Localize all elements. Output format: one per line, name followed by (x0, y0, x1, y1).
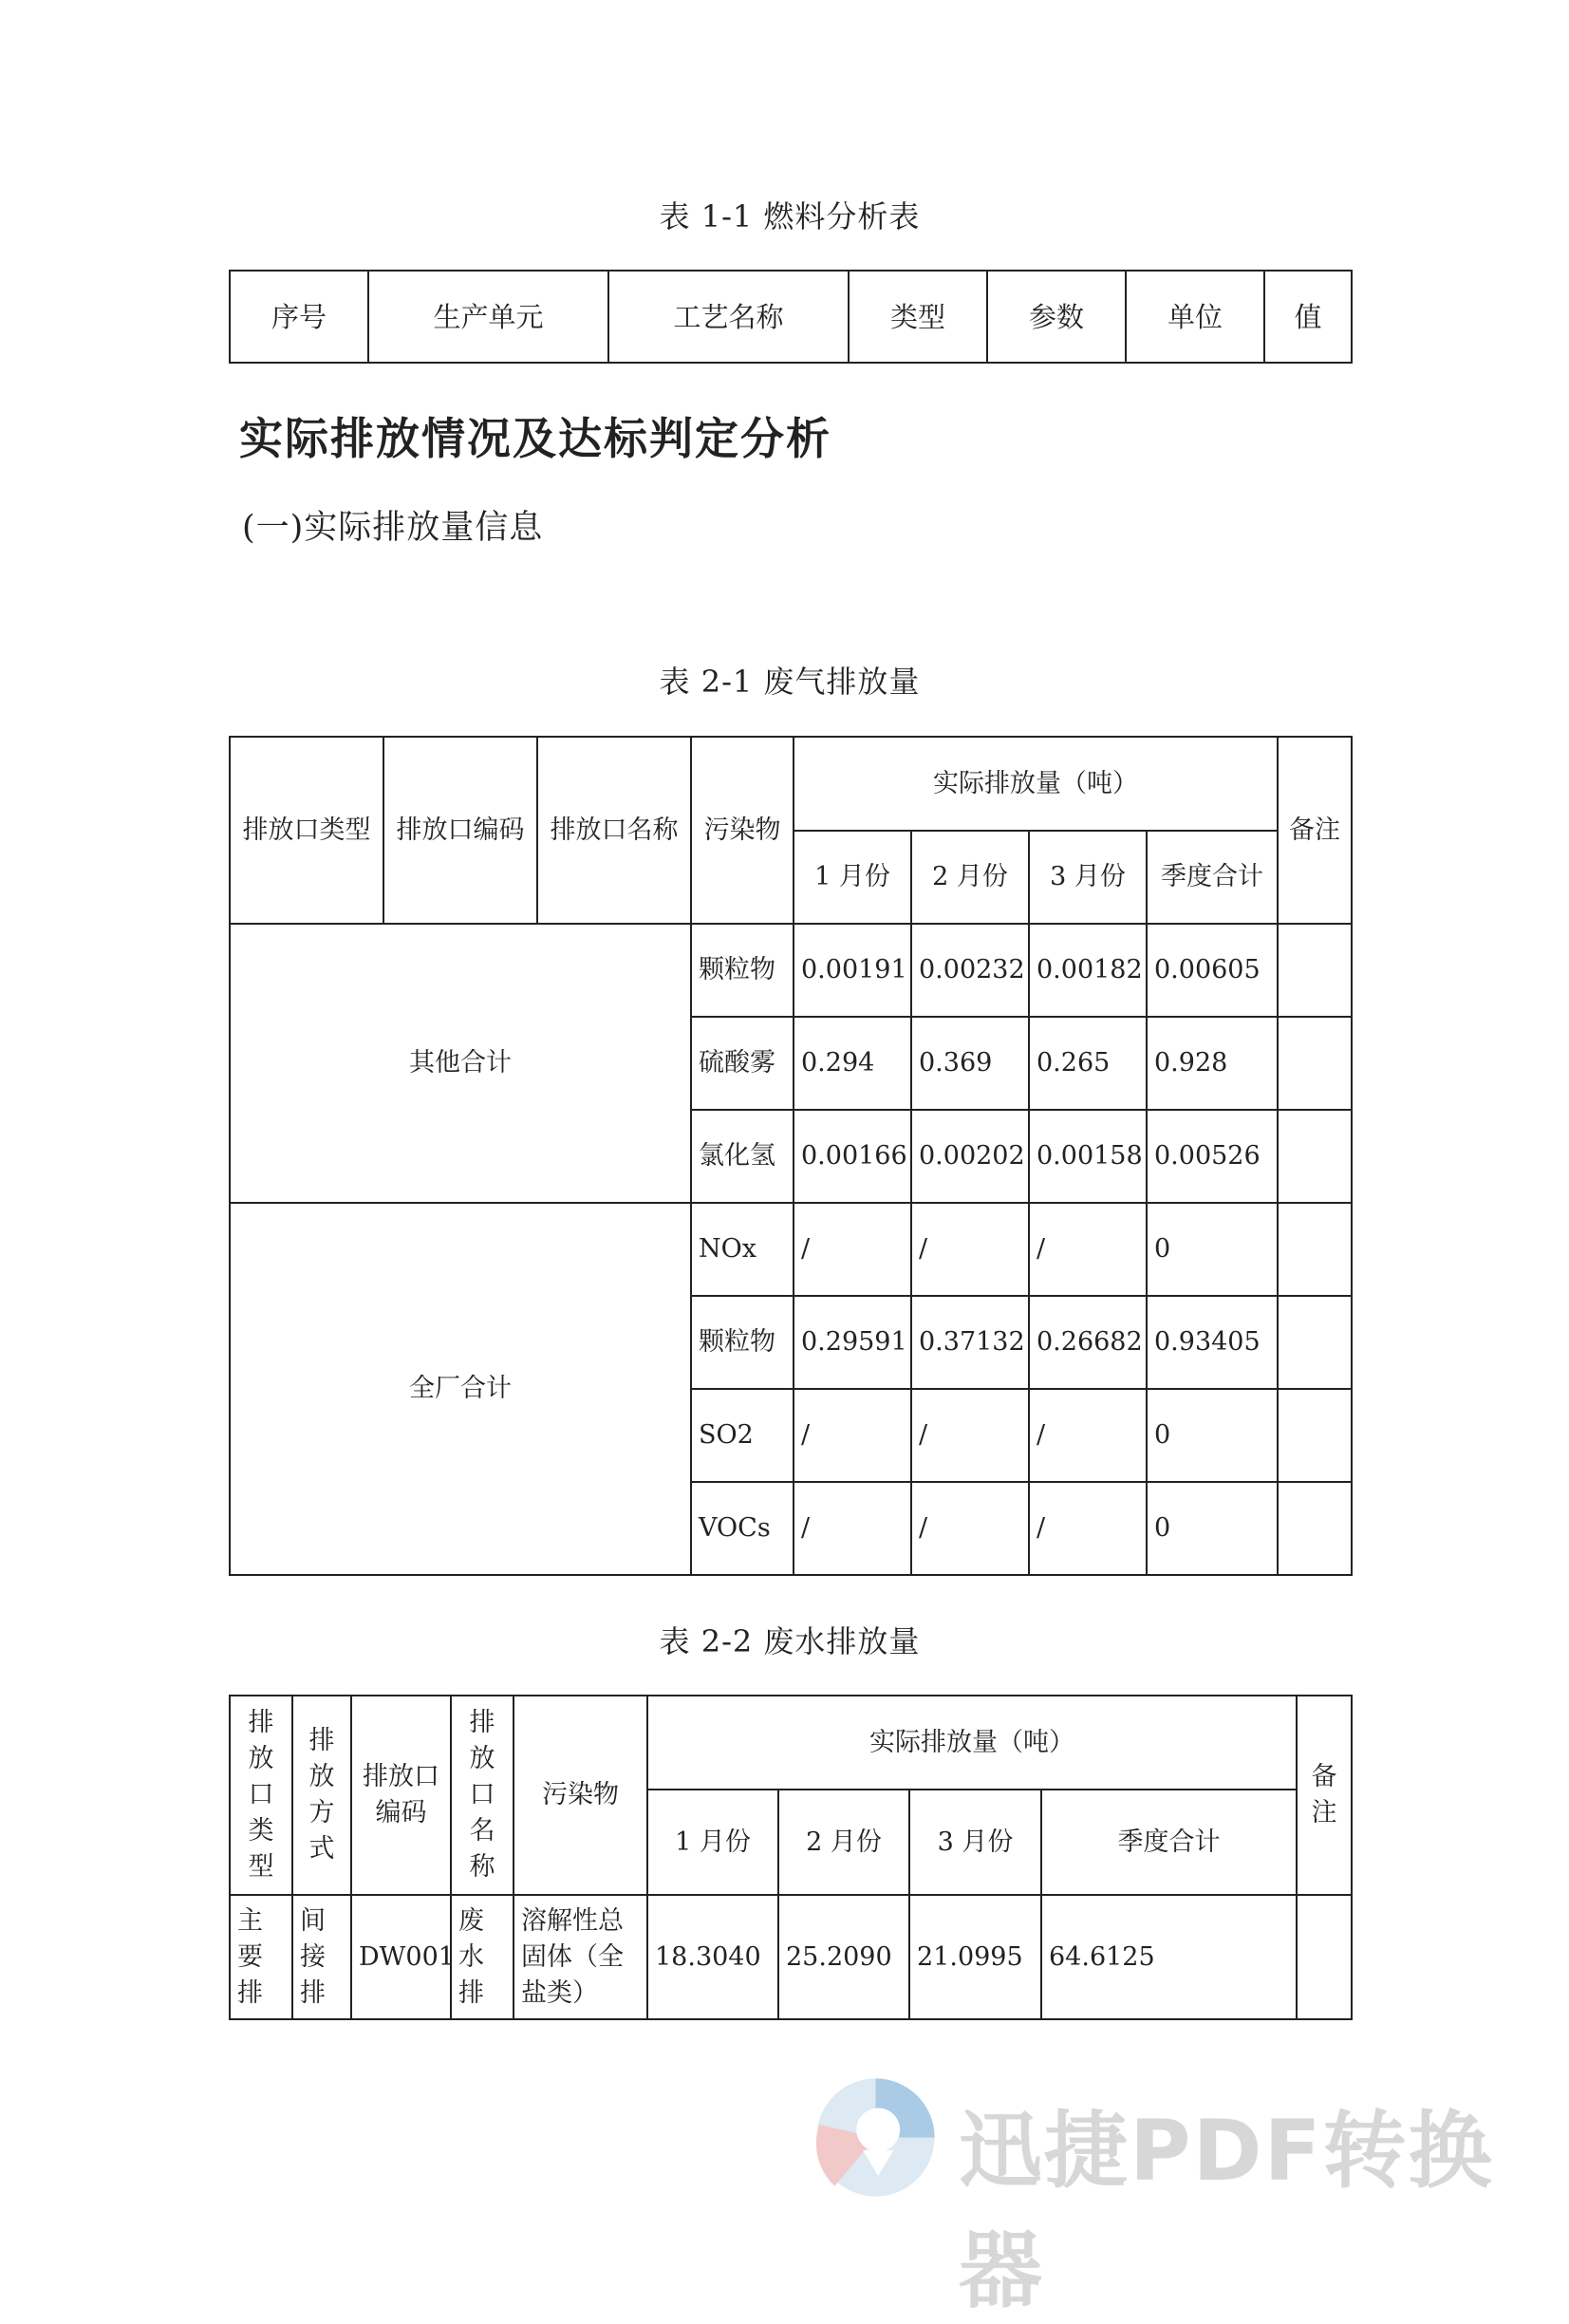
pollutant-cell: 颗粒物 (691, 1296, 794, 1389)
note-cell (1297, 1895, 1352, 2019)
value-cell: 64.6125 (1041, 1895, 1297, 2019)
subsection-heading: (一)实际排放量信息 (242, 509, 544, 547)
note-cell (1278, 1389, 1352, 1482)
value-cell: 0.00191 (794, 924, 911, 1017)
note-cell (1278, 1296, 1352, 1389)
outlet-code-cell: DW001 (351, 1895, 451, 2019)
table-row (230, 924, 1352, 1017)
note-cell (1278, 1203, 1352, 1296)
value-cell: / (911, 1482, 1029, 1575)
value-cell: 18.3040 (647, 1895, 778, 2019)
table3-caption: 表 2-2 废水排放量 (659, 1623, 921, 1659)
note-cell (1278, 1482, 1352, 1575)
note-cell (1278, 924, 1352, 1017)
header-month-3: 3 月份 (1029, 831, 1147, 924)
waste-gas-table (229, 736, 1353, 1576)
header-outlet-code: 排放口编码 (383, 737, 537, 924)
value-cell: 0.00526 (1147, 1110, 1278, 1203)
value-cell: / (911, 1389, 1029, 1482)
value-cell: / (1029, 1482, 1147, 1575)
header-month-2: 2 月份 (778, 1790, 909, 1895)
header-outlet-type: 排放口类型 (230, 737, 383, 924)
value-cell: 0.294 (794, 1017, 911, 1110)
header-value: 值 (1264, 271, 1352, 363)
value-cell: / (794, 1482, 911, 1575)
note-cell (1278, 1017, 1352, 1110)
pollutant-cell: VOCs (691, 1482, 794, 1575)
note-cell (1278, 1110, 1352, 1203)
converter-watermark: 迅捷PDF转换器 (959, 2102, 1494, 2319)
value-cell: / (794, 1203, 911, 1296)
value-cell: 0.369 (911, 1017, 1029, 1110)
value-cell: / (1029, 1203, 1147, 1296)
group-label-other-total: 其他合计 (230, 924, 691, 1203)
value-cell: 0.265 (1029, 1017, 1147, 1110)
header-actual-emission: 实际排放量（吨） (794, 737, 1278, 831)
value-cell: 0.00605 (1147, 924, 1278, 1017)
value-cell: 0 (1147, 1389, 1278, 1482)
value-cell: 0 (1147, 1482, 1278, 1575)
value-cell: 0.00182 (1029, 924, 1147, 1017)
pollutant-cell: 硫酸雾 (691, 1017, 794, 1110)
table1-caption: 表 1-1 燃料分析表 (659, 198, 921, 234)
outlet-type-cell: 主要排 (230, 1895, 292, 2019)
fuel-analysis-table (229, 270, 1353, 364)
value-cell: 0.00202 (911, 1110, 1029, 1203)
value-cell: 0.93405 (1147, 1296, 1278, 1389)
header-outlet-name: 排放口名称 (451, 1696, 514, 1895)
header-actual-emission: 实际排放量（吨） (647, 1696, 1297, 1790)
value-cell: 0.00232 (911, 924, 1029, 1017)
header-month-3: 3 月份 (909, 1790, 1041, 1895)
header-note: 备注 (1278, 737, 1352, 924)
header-quarter-total: 季度合计 (1147, 831, 1278, 924)
header-index: 序号 (230, 271, 368, 363)
value-cell: 0 (1147, 1203, 1278, 1296)
header-month-1: 1 月份 (794, 831, 911, 924)
value-cell: 0.00166 (794, 1110, 911, 1203)
pollutant-cell: 颗粒物 (691, 924, 794, 1017)
header-note: 备注 (1297, 1696, 1352, 1895)
value-cell: 0.00158 (1029, 1110, 1147, 1203)
header-outlet-code: 排放口编码 (351, 1696, 451, 1895)
header-pollutant: 污染物 (514, 1696, 647, 1895)
value-cell: 21.0995 (909, 1895, 1041, 2019)
table2-caption: 表 2-1 废气排放量 (659, 664, 921, 700)
header-process-name: 工艺名称 (608, 271, 849, 363)
table-row (230, 1203, 1352, 1296)
value-cell: 0.37132 (911, 1296, 1029, 1389)
waste-water-table (229, 1695, 1353, 2020)
pollutant-cell: 氯化氢 (691, 1110, 794, 1203)
value-cell: / (794, 1389, 911, 1482)
value-cell: 0.29591 (794, 1296, 911, 1389)
group-label-plant-total: 全厂合计 (230, 1203, 691, 1575)
value-cell: / (1029, 1389, 1147, 1482)
header-pollutant: 污染物 (691, 737, 794, 924)
header-production-unit: 生产单元 (368, 271, 608, 363)
value-cell: / (911, 1203, 1029, 1296)
pollutant-cell: NOx (691, 1203, 794, 1296)
header-unit: 单位 (1126, 271, 1264, 363)
header-outlet-name: 排放口名称 (537, 737, 691, 924)
section-heading: 实际排放情况及达标判定分析 (239, 413, 831, 464)
pollutant-cell: SO2 (691, 1389, 794, 1482)
header-quarter-total: 季度合计 (1041, 1790, 1297, 1895)
header-type: 类型 (849, 271, 987, 363)
table-row (230, 1895, 1352, 2019)
discharge-method-cell: 间接排 (292, 1895, 351, 2019)
outlet-name-cell: 废水排 (451, 1895, 514, 2019)
header-discharge-method: 排放方式 (292, 1696, 351, 1895)
header-parameter: 参数 (987, 271, 1126, 363)
value-cell: 0.928 (1147, 1017, 1278, 1110)
pollutant-cell: 溶解性总固体（全盐类） (514, 1895, 647, 2019)
converter-logo-icon (812, 2073, 940, 2202)
header-month-1: 1 月份 (647, 1790, 778, 1895)
value-cell: 25.2090 (778, 1895, 909, 2019)
value-cell: 0.26682 (1029, 1296, 1147, 1389)
header-month-2: 2 月份 (911, 831, 1029, 924)
header-outlet-type: 排放口类型 (230, 1696, 292, 1895)
